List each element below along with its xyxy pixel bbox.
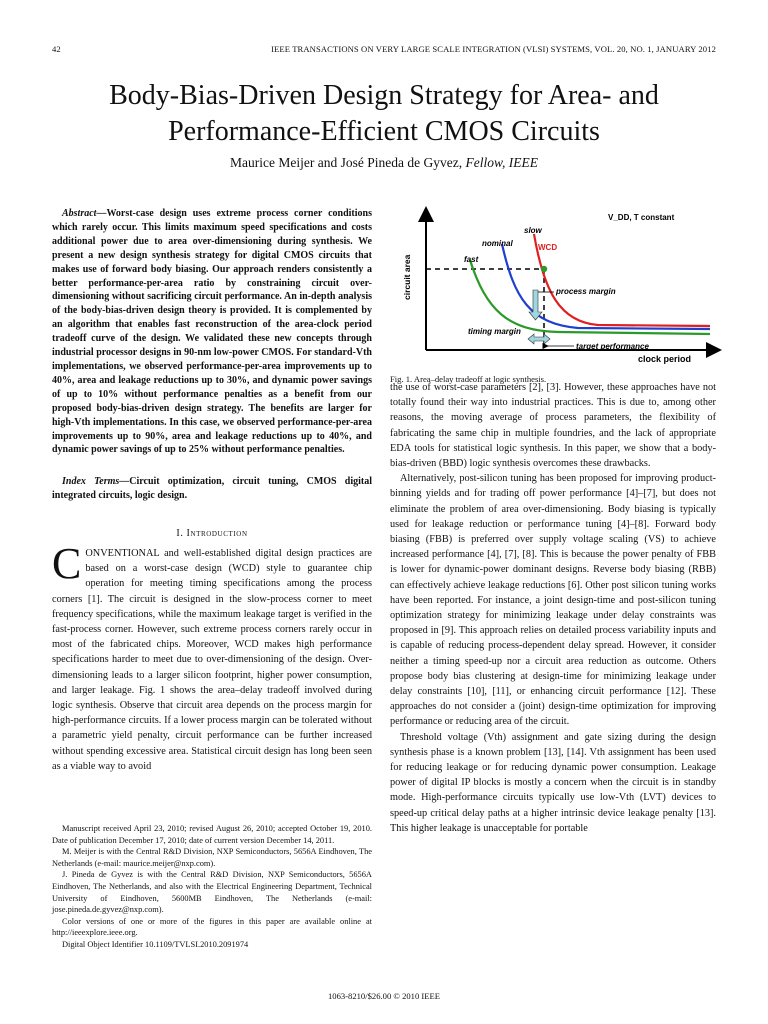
- timing-margin-arrow: [528, 334, 550, 344]
- intro-text: [52, 539, 372, 774]
- label-nominal: nominal: [482, 239, 513, 248]
- footnote-received: Manuscript received April 23, 2010; revised August 26, 2010; accepted October 19, 2010. Date of publication December 17, 2010; date of current version December 14, 2011.: [52, 824, 372, 845]
- figure-caption: Fig. 1. Area–delay tradeoff at logic synthesis.: [390, 374, 547, 384]
- right-paragraph-2: Alternatively, post-silicon tuning has been proposed for improving product-binning yields and for trading off power performance [4]–[7], but does not eliminate the problem of area over-dimensioning. Body biasing is typically used for leakage reduction or performance tuning [4]–[8]. Forward body biasing (FBB) is preferred over supply voltage scaling (VS) to achieve increased performance [4], [7], [8]. This is because the power penalty of FBB is lower for dynamic-power dominant designs. Reverse body biasing (RBB) can effectively achieve leakage reductions [6]. Other post silicon tuning works have been reported. For instance, a joint design-time and post-silicon tuning optimization strategy for minimizing leakage under delay constraints was proposed in [9]. This approach relies on detailed process variability inputs and is capable of reducing process-dependent delay spread. However, it consider neither a timing speed-up nor a circuit area reduction as outcome. Others propose body bias clustering at design-time for minimizing leakage under delay constraints [10], [11], or enhancing circuit performance [12]. These approaches do not consider a (joint) design-time optimization for improving performance or reducing area of the circuit.: [390, 473, 716, 728]
- right-column-text: [390, 380, 716, 836]
- footnotes: [52, 823, 372, 951]
- footnote-meijer: M. Meijer is with the Central R&D Division, NXP Semiconductors, 5656A Eindhoven, The Netherlands (e-mail: maurice.meijer@nxp.com).: [52, 847, 372, 868]
- label-target-performance: target performance: [576, 342, 649, 351]
- dropcap: C: [52, 539, 82, 588]
- index-terms: [52, 475, 372, 503]
- label-process-margin: process margin: [556, 287, 616, 296]
- title-line-1: Body-Bias-Driven Design Strategy for Area- and: [109, 80, 659, 111]
- page-number: 42: [52, 44, 61, 54]
- journal-header: IEEE TRANSACTIONS ON VERY LARGE SCALE INTEGRATION (VLSI) SYSTEMS, VOL. 20, NO. 1, JANUARY 2012: [271, 44, 716, 54]
- author-role: Fellow, IEEE: [465, 155, 538, 170]
- vdd-label: V_DD, T constant: [608, 213, 675, 222]
- figure-area-delay: [398, 200, 728, 370]
- abstract-label: Abstract—: [62, 208, 107, 219]
- label-slow: slow: [524, 226, 542, 235]
- wcd-point: [541, 266, 547, 272]
- abstract: [52, 207, 372, 457]
- paper-title: [40, 78, 728, 150]
- title-line-2: Performance-Efficient CMOS Circuits: [168, 116, 600, 147]
- authors: [0, 155, 768, 171]
- author-names: Maurice Meijer and José Pineda de Gyvez,: [230, 155, 463, 170]
- label-wcd: WCD: [538, 243, 558, 252]
- abstract-text: Worst-case design uses extreme process corner conditions which rarely occur. This limits maximum speed specifications and costs additional power due to area over-dimensioning during synthesis. We present a new design synthesis strategy for digital CMOS circuits that makes use of forward body biasing. Our approach renders consistently a better performance-per-area ratio by constraining circuit over-dimensioning without sacrificing circuit performance. An in-depth analysis of the body-bias-driven design theory is provided. It is complemented by an algorithm that enables fast reconstruction of the area-clock period tradeoff curve of the design. We validated these new concepts through industrial processor designs in 90-nm low-power CMOS. For standard-Vth implementations, we observed performance-per-area improvements up to 40%, area and leakage reductions up to 30%, and dynamic power savings of up to 10% without performance penalties as a benefit from our proposed body-bias-driven design strategy. The benefits are larger for high-Vth implementations. In this case, we observed performance-per-area improvements up to 90%, area and leakage reductions up to 40%, and dynamic power savings of up to 25% without performance penalties.: [52, 208, 372, 456]
- right-paragraph-3: Threshold voltage (Vth) assignment and gate sizing during the design synthesis phase is a known problem [13], [14]. Vth assignment has been used for reducing leakage or for reducing dynamic power consumption. Leakage power of digital IP blocks is mostly a concern when the circuit is in standby mode. High-performance circuits typically use low-Vth (LVT) devices to speed-up critical delay paths at a higher intrinsic device leakage penalty [13]. This higher leakage is unacceptable for portable: [390, 731, 716, 834]
- footnote-doi: Digital Object Identifier 10.1109/TVLSI.2010.2091974: [62, 939, 249, 949]
- index-terms-text: Circuit optimization, circuit tuning, CMOS digital integrated circuits, logic design.: [52, 476, 372, 501]
- label-fast: fast: [464, 255, 479, 264]
- x-axis-label: clock period: [638, 354, 692, 364]
- y-axis-label: circuit area: [402, 254, 412, 300]
- section-heading: I. Introduction: [176, 528, 248, 539]
- right-paragraph-1: the use of worst-case parameters [2], [3]. However, these approaches have not totally found their way into industrial practices. This is due to, among other reasons, the moving average of process parameters, the flexibility of fabricating the same chip in multiple foundries, and the lack of appropriate EDA tools for statistical logic synthesis. In this paper, we show that a body-bias-driven (BBD) logic synthesis overcomes these drawbacks.: [390, 382, 716, 470]
- curve-slow: [534, 234, 710, 326]
- label-timing-margin: timing margin: [468, 327, 521, 336]
- index-terms-label: Index Terms—: [62, 476, 130, 487]
- copyright-line: 1063-8210/$26.00 © 2010 IEEE: [327, 991, 441, 1001]
- intro-paragraph: ONVENTIONAL and well-established digital design practices are based on a worst-case design (WCD) style to guarantee chip operation for meeting timing specifications among the process corners [1]. The circuit is designed in the slow-process corner to meet frequency specifications, while the maximum leakage target is verified in the fast-process corner. However, such extreme process corners rarely occur in most of the fabricated chips. Moreover, WCD makes high performance specifications harder to meet due to over-dimensioning of the design. Over-dimensioning leads to a larger silicon footprint, higher power consumption, and larger leakage. Fig. 1 shows the area–delay tradeoff involved during logic synthesis. Observe that circuit area depends on the process margin for high-performance circuits. If a lower process margin can be tolerated without a parametric yield penalty, circuit performance can be further increased without spending excessive area. Statistical circuit design has long been seen as a viable way to avoid: [52, 548, 372, 772]
- footnote-color: Color versions of one or more of the figures in this paper are available online at http://ieeexplore.ieee.org.: [52, 916, 372, 938]
- footnote-pineda: J. Pineda de Gyvez is with the Central R&D Division, NXP Semiconductors, 5656A Eindhoven, The Netherlands, and also with the Electrical Engineering Department, Technical University of Eindhoven, 5600MB Eindhoven, The Netherlands (e-mail: jose.pineda.de.gyvez@nxp.com).: [52, 870, 372, 915]
